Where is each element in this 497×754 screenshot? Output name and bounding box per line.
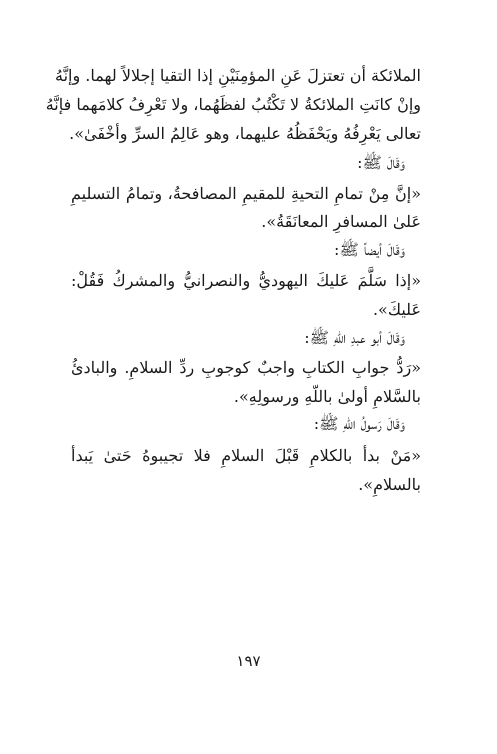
paragraph-2-line-2: عَلىٰ المسافرِ المعانَقَةُ». bbox=[261, 212, 421, 231]
paragraph-2-line-1: «إنَّ مِنْ تمامِ التحيةِ للمقيمِ المصافحةُ، وتمامُ التسليمِ bbox=[71, 184, 421, 203]
paragraph-1-line-1: الملائكة أن تعتزلَ عَنِ المؤمِنَيْنِ إذا التقيا إجلالاً لهما. وإنَّهُ bbox=[54, 66, 421, 85]
heading-4: وَقَالَ رَسولُ اللّهِ ﷺ: bbox=[313, 414, 405, 433]
paragraph-4-line-2: بالسَّلامِ أولىٰ باللّهِ ورسولِهِ». bbox=[233, 387, 421, 406]
paragraph-5-line-1: «مَنْ بدأ بالكلامِ قَبْلَ السلامِ فلا تجيبوهُ حَتىٰ يَبدأ bbox=[71, 446, 421, 465]
paragraph-1-line-3: تعالى يَعْرِفُهُ ويَحْفَظُهُ عليهما، وهو عَالِمُ السرِّ وأخْفَىٰ». bbox=[69, 124, 421, 143]
paragraph-5-line-2: بالسلامِ». bbox=[358, 475, 421, 494]
paragraph-4-line-1: «رَدُّ جوابِ الكتابِ واجبٌ كوجوبِ ردِّ السلامِ. والبادئُ bbox=[71, 358, 421, 377]
page-number: ١٩٧ bbox=[236, 652, 261, 670]
paragraph-3-line-2: عَليكَ». bbox=[372, 300, 421, 319]
heading-1: وَقَالَ ﷺ: bbox=[357, 153, 405, 172]
heading-2: وَقَالَ أيضاً ﷺ: bbox=[334, 240, 405, 259]
paragraph-3-line-1: «إذا سَلَّمَ عَليكَ اليهوديُّ والنصرانيُّ والمشركُ فَقُلْ: bbox=[71, 271, 421, 290]
paragraph-1-line-2: وإنْ كانَتِ الملائكةُ لا تَكْتُبُ لفظَهُما، ولا تَعْرِفُ كلامَهما فإنَّهُ bbox=[45, 95, 421, 114]
heading-3: وَقَالَ أبو عبدِ اللّهِ ﷺ: bbox=[304, 328, 405, 347]
